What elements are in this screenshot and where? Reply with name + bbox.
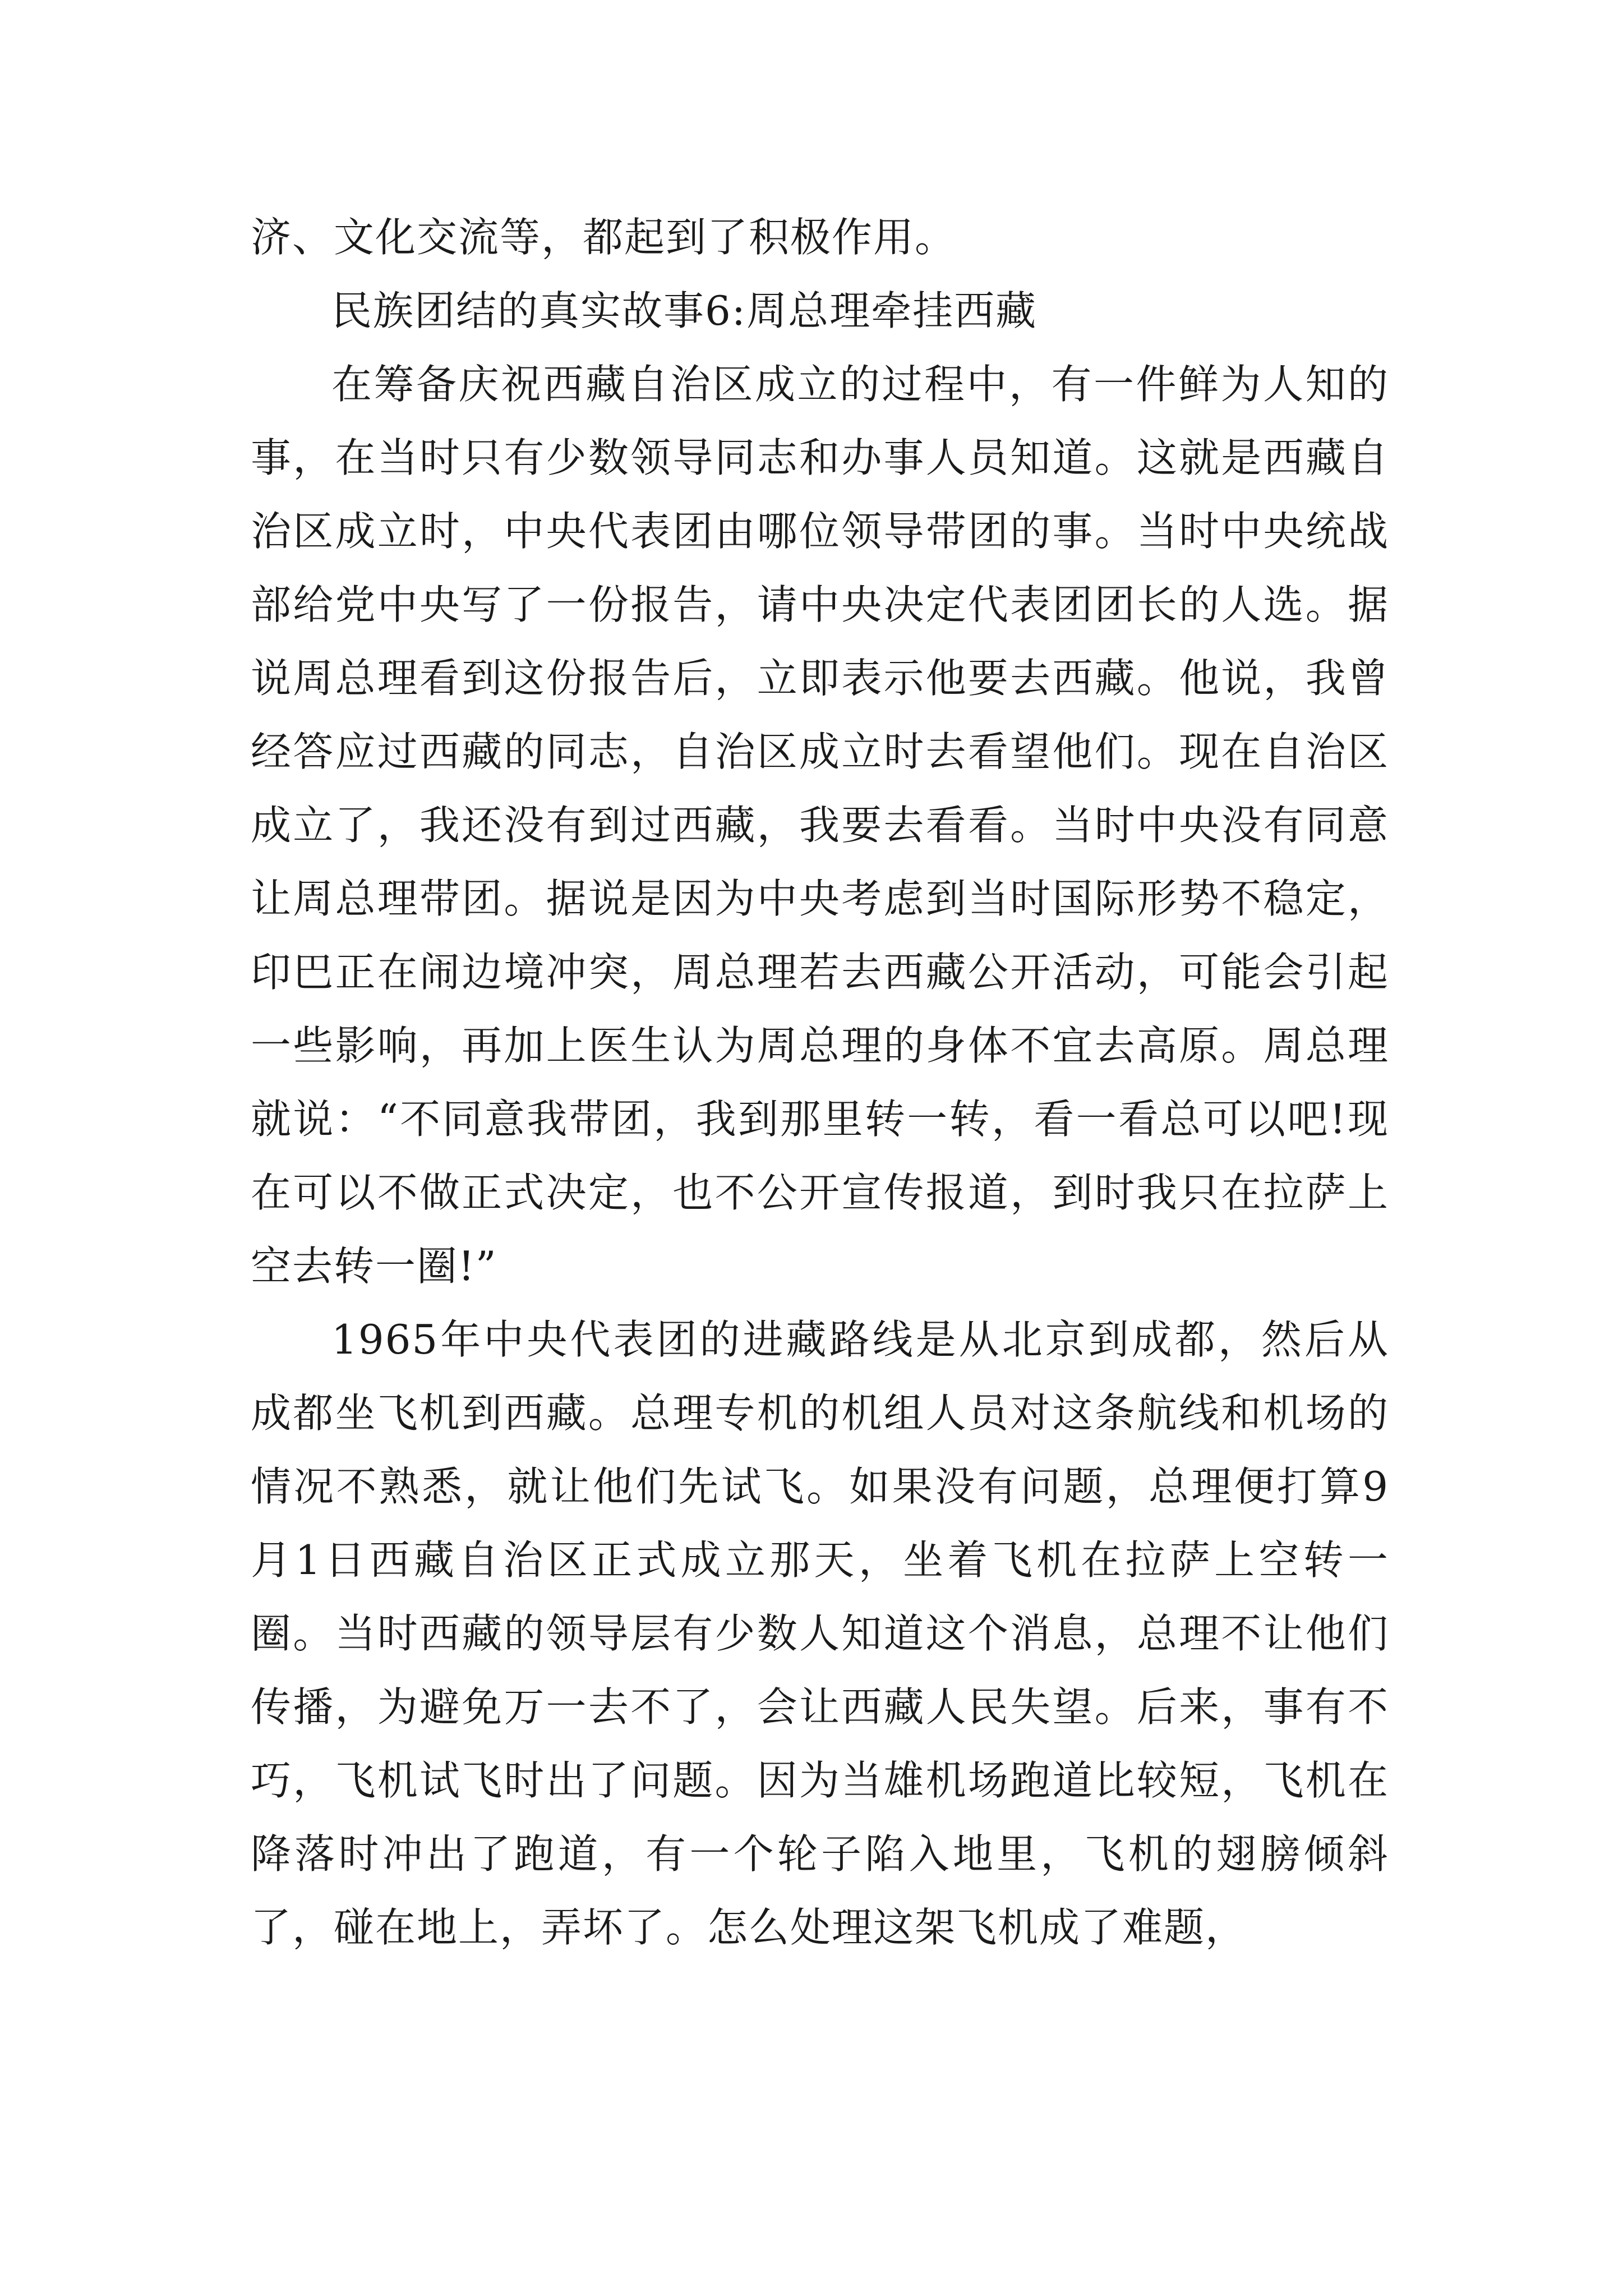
- story-heading: 民族团结的真实故事6:周总理牵挂西藏: [331, 287, 1038, 334]
- paragraph-continuation: 济、文化交流等，都起到了积极作用。: [251, 214, 957, 261]
- document-body: [251, 201, 1389, 1964]
- paragraph-body: 在筹备庆祝西藏自治区成立的过程中，有一件鲜为人知的事，在当时只有少数领导同志和办事人员知道。这就是西藏自治区成立时，中央代表团由哪位领导带团的事。当时中央统战部给党中央写了一份报告，请中央决定代表团团长的人选。据说周总理看到这份报告后，立即表示他要去西藏。他说，我曾经答应过西藏的同志，自治区成立时去看望他们。现在自治区成立了，我还没有到过西藏，我要去看看。当时中央没有同意让周总理带团。据说是因为中央考虑到当时国际形势不稳定，印巴正在闹边境冲突，周总理若去西藏公开活动，可能会引起一些影响，再加上医生认为周总理的身体不宜去高原。周总理就说：“不同意我带团，我到那里转一转，看一看总可以吧!现在可以不做正式决定，也不公开宣传报道，到时我只在拉萨上空去转一圈!”: [251, 361, 1389, 1290]
- paragraph-body: 1965年中央代表团的进藏路线是从北京到成都，然后从成都坐飞机到西藏。总理专机的机组人员对这条航线和机场的情况不熟悉，就让他们先试飞。如果没有问题，总理便打算9月1日西藏自治区正式成立那天，坐着飞机在拉萨上空转一圈。当时西藏的领导层有少数人知道这个消息，总理不让他们传播，为避免万一去不了，会让西藏人民失望。后来，事有不巧，飞机试飞时出了问题。因为当雄机场跑道比较短，飞机在降落时冲出了跑道，有一个轮子陷入地里，飞机的翅膀倾斜了，碰在地上，弄坏了。怎么处理这架飞机成了难题，: [251, 1316, 1389, 1951]
